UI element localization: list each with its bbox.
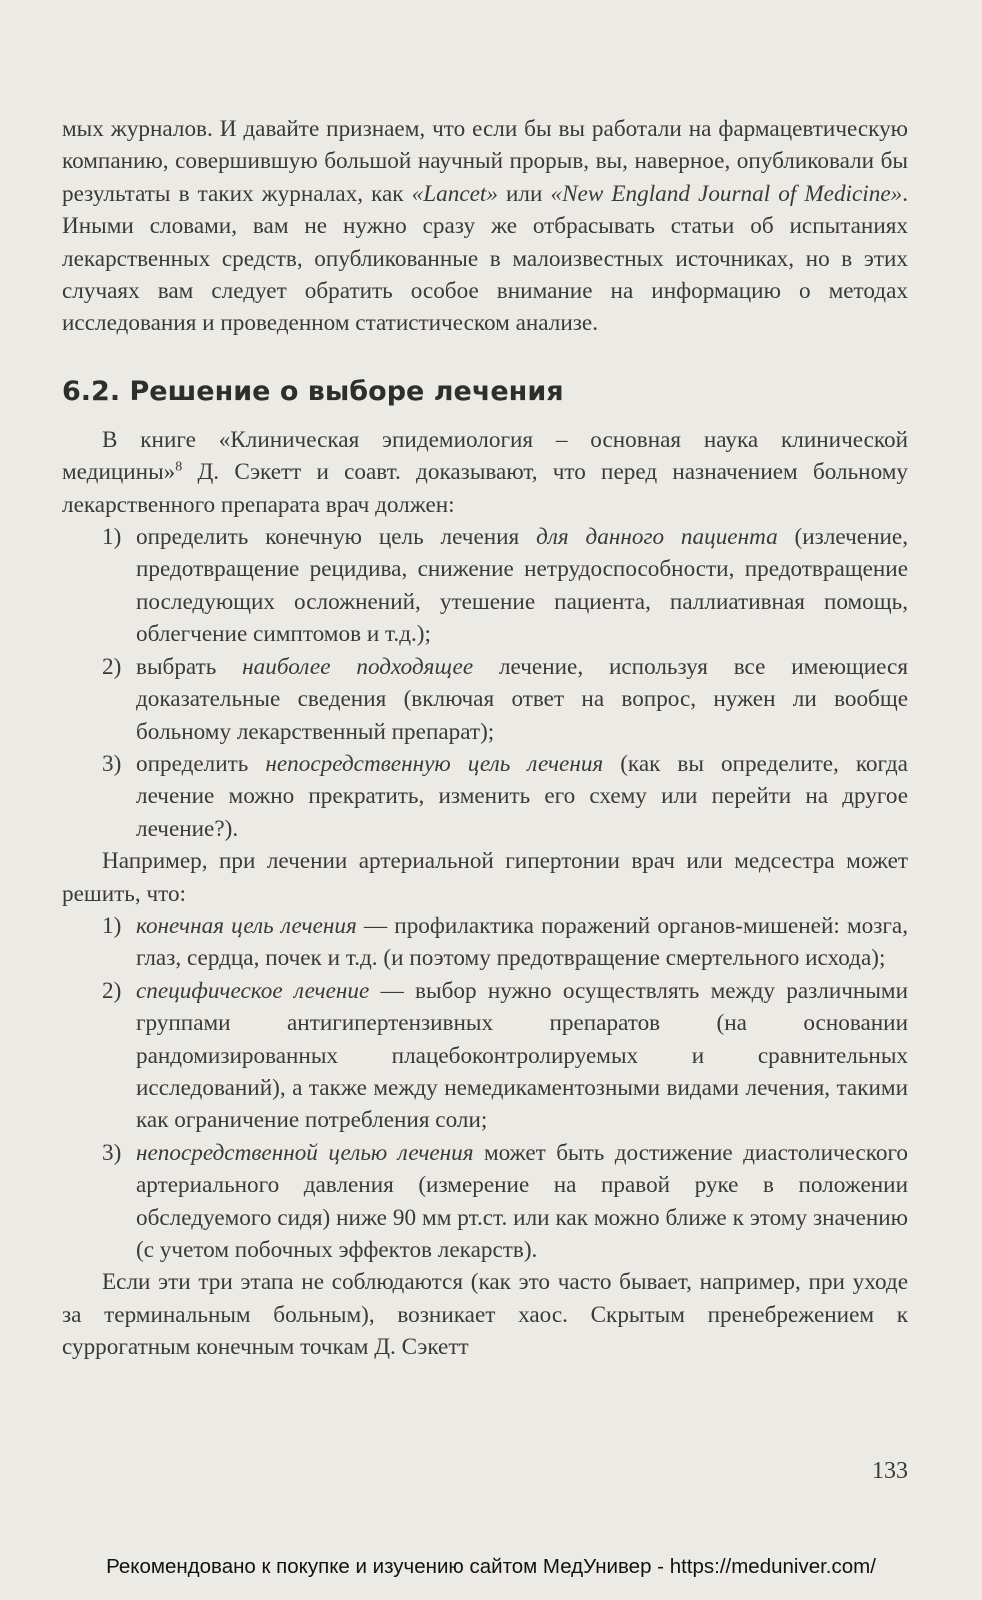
- intro-paragraph: [62, 113, 908, 340]
- intro-text: мых журналов. И давайте признаем, что если бы вы работали на фармацевтическую компанию, совершившую большой научный прорыв, вы, наверное, опубликовали бы результаты в таких журналах, как: [62, 116, 908, 207]
- item-number: 3): [102, 1139, 122, 1166]
- item-emphasis: конечная цель лечения: [136, 912, 357, 939]
- hypertension-paragraph: Например, при лечении артериальной гипертонии врач или медсестра может решить, что:: [62, 848, 908, 907]
- item-emphasis: непосредственную цель лечения: [265, 750, 604, 777]
- sackett-paragraph: [62, 424, 908, 521]
- item-text-rest: может быть достижение диастолического артериального давления (измерение на правой руке в положении обследуемого сидя) ниже 90 мм рт.ст. или как можно ближе к этому значению (с учетом побочных эффектов лекарств).: [136, 1139, 909, 1263]
- item-text-rest: — выбор нужно осуществлять между различными группами антигипертензивных препаратов (на основании рандомизированных плацебоконтролируемых и сравнительных исследований), а также между немедикаментозными видами лечения, такими как ограничение потребления соли;: [136, 977, 909, 1134]
- item-emphasis: для данного пациента: [536, 524, 778, 551]
- list-item: [62, 748, 908, 845]
- item-number: 1): [102, 524, 122, 551]
- page-text: [62, 113, 908, 1364]
- sackett-text: В книге «Клиническая эпидемиология – основная наука клинической медицины»: [62, 426, 908, 486]
- item-number: 3): [102, 750, 122, 777]
- item-text: определить: [136, 750, 266, 777]
- item-text-rest: лечение, используя все имеющиеся доказательные сведения (включая ответ на вопрос, нужен ли вообще больному лекарственный препарат);: [136, 653, 909, 745]
- footnote-ref: 8: [175, 459, 183, 475]
- list-item: [62, 975, 908, 1137]
- item-text-rest: (как вы определите, когда лечение можно прекратить, изменить его схему или перейти на другое лечение?).: [136, 750, 908, 842]
- item-emphasis: наиболее подходящее: [242, 653, 474, 680]
- item-text-rest: — профилактика поражений органов-мишеней: мозга, глаз, сердца, почек и т.д. (и поэтому предотвращение смертельного исхода);: [136, 912, 908, 972]
- item-number: 1): [102, 912, 122, 939]
- journal-nejm: «New England Journal of Medicine»: [550, 180, 903, 207]
- footer-recommendation: Рекомендовано к покупке и изучению сайтом МедУнивер - https://meduniver.com/: [106, 1555, 876, 1578]
- list-item: [62, 651, 908, 748]
- item-text: выбрать: [136, 653, 243, 680]
- list-item: [62, 910, 908, 975]
- list-item: [62, 521, 908, 651]
- item-number: 2): [102, 653, 122, 680]
- page-number: 133: [872, 1458, 908, 1484]
- intro-text-or: или: [497, 180, 551, 207]
- list-item: [62, 1137, 908, 1267]
- intro-text-rest: . Иными словами, вам не нужно сразу же отбрасывать статьи об испытаниях лекарственных средств, опубликованные в малоизвестных источниках, но в этих случаях вам следует обратить особое внимание на информацию о методах исследования и проведенном статистическом анализе.: [62, 180, 908, 337]
- item-text-rest: (излечение, предотвращение рецидива, снижение нетрудоспособности, предотвращение последующих осложнений, утешение пациента, паллиативная помощь, облегчение симптомов и т.д.);: [136, 524, 908, 648]
- sackett-text-rest: Д. Сэкетт и соавт. доказывают, что перед назначением больному лекарственного препарата врач должен:: [62, 459, 908, 518]
- closing-paragraph: Если эти три этапа не соблюдаются (как это часто бывает, например, при уходе за терминальным больным), возникает хаос. Скрытым пренебрежением к суррогатным конечным точкам Д. Сэкетт: [62, 1269, 908, 1361]
- item-number: 2): [102, 977, 122, 1004]
- hypertension-list: [62, 910, 908, 1266]
- item-emphasis: непосредственной целью лечения: [136, 1139, 474, 1166]
- journal-lancet: «Lancet»: [411, 180, 498, 207]
- item-text: определить конечную цель лечения: [136, 524, 537, 551]
- item-emphasis: специфическое лечение: [136, 977, 370, 1004]
- treatment-steps-list: [62, 521, 908, 845]
- section-heading: 6.2. Решение о выборе лечения: [62, 375, 564, 407]
